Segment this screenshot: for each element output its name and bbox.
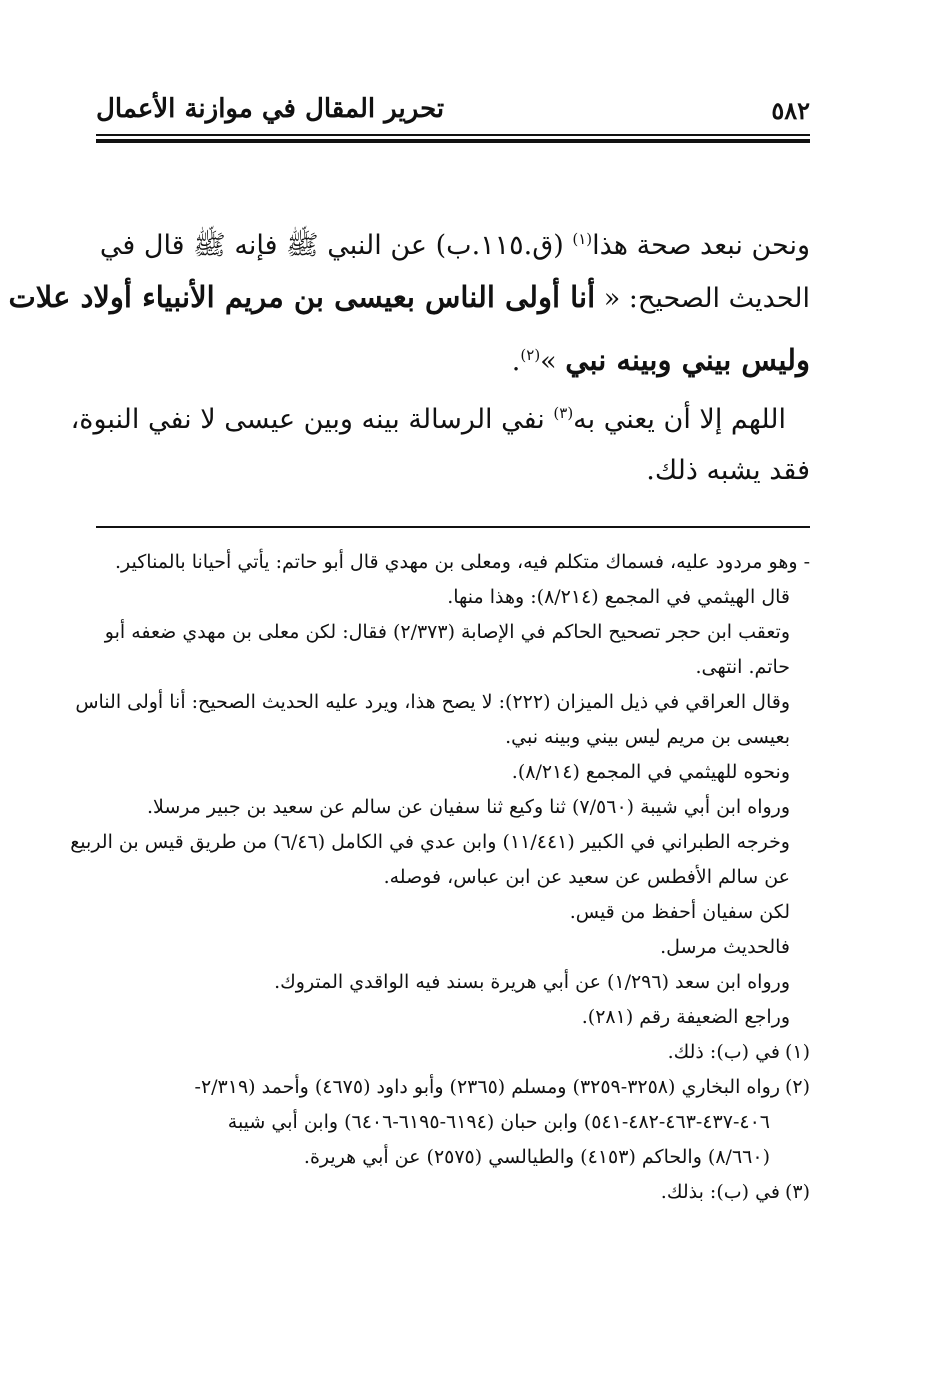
footnote-text: رواه البخاري (٣٢٥٨-٣٢٥٩) ومسلم (٢٣٦٥) وأبو داود (٤٦٧٥) وأحمد (٢/٣١٩- (194, 1076, 780, 1098)
running-title: تحرير المقال في موازنة الأعمال (96, 94, 445, 124)
note-line: ورواه ابن سعد (١/٢٩٦) عن أبي هريرة بسند فيه الواقدي المتروك. (274, 971, 790, 993)
page-header (96, 92, 810, 134)
footnote-1 (96, 1035, 810, 1070)
footnote-2-cont: (٨/٦٦٠) والحاكم (٤١٥٣) والطيالسي (٢٥٧٥) عن أبي هريرة. (303, 1146, 770, 1168)
page-number: ٥٨٢ (771, 96, 810, 125)
footnote-2-cont: ٤٠٦-٤٣٧-٤٦٣-٤٨٢-٥٤١) وابن حبان (٦١٩٤-٦١٩٥-٦٤٠٦) وابن أبي شيبة (227, 1111, 770, 1133)
note-line: قال الهيثمي في المجمع (٨/٢١٤): وهذا منها. (447, 586, 790, 608)
footnote-ref-2: (٢) (520, 346, 541, 364)
note-line: لكن سفيان أحفظ من قيس. (569, 901, 790, 923)
note-line: ورواه ابن أبي شيبة (٧/٥٦٠) ثنا وكيع ثنا سفيان عن سالم عن سعيد بن جبير مرسلا. (146, 796, 790, 818)
hadith-text: وليس بيني وبينه نبي (565, 343, 810, 377)
footnote-separator (96, 526, 810, 528)
footnote-text: في (ب): بذلك. (660, 1181, 780, 1203)
text-line (8, 268, 810, 326)
note-line: وخرجه الطبراني في الكبير (١١/٤٤١) وابن عدي في الكامل (٦/٤٦) من طريق قيس بن الربيع (70, 831, 790, 853)
note-line: فالحديث مرسل. (660, 936, 790, 958)
note-line: بعيسى بن مريم ليس بيني وبينه نبي. (505, 726, 790, 748)
footnote-ref-3: (٣) (553, 404, 574, 422)
text-line (96, 326, 810, 384)
paragraph-1 (8, 210, 810, 384)
note-line: وتعقب ابن حجر تصحيح الحاكم في الإصابة (٢/٣٧٣) فقال: لكن معلى بن مهدي ضعفه أبو (104, 621, 790, 643)
text-span: » (540, 346, 566, 377)
footnote-number: (٣) (784, 1181, 810, 1203)
text-span: اللهم إلا أن يعني به (573, 404, 786, 435)
footnote-text: في (ب): ذلك. (667, 1041, 780, 1063)
footnote-3 (96, 1175, 810, 1210)
note-line: وراجع الضعيفة رقم (٢٨١). (581, 1006, 790, 1028)
note-line: حاتم. انتهى. (695, 656, 790, 678)
note-line: - وهو مردود عليه، فسماك متكلم فيه، ومعلى بن مهدي قال أبو حاتم: يأتي أحيانا بالمناكير. (114, 551, 810, 573)
footnote-number: (٢) (784, 1076, 810, 1098)
hadith-text: أنا أولى الناس بعيسى بن مريم الأنبياء أولاد علات (8, 280, 596, 314)
text-span: (ق.١١٥.ب) عن النبي ﷺ فإنه ﷺ قال في (99, 230, 573, 261)
footnote-number: (١) (784, 1041, 810, 1063)
main-text (8, 210, 810, 500)
text-span: ونحن نبعد صحة هذا (592, 230, 810, 261)
text-line: فقد يشبه ذلك. (646, 455, 810, 486)
text-span: . (511, 346, 521, 377)
footnote-ref-1: (١) (572, 230, 593, 248)
header-rule-thin (96, 134, 810, 136)
footnotes (70, 545, 810, 1210)
note-line: عن سالم الأفطس عن سعيد عن ابن عباس، فوصله. (383, 866, 790, 888)
text-line (70, 384, 810, 442)
text-span: نفي الرسالة بينه وبين عيسى لا نفي النبوة، (70, 404, 554, 435)
text-line (96, 210, 810, 268)
text-span: الحديث الصحيح: « (595, 283, 810, 314)
header-rule-thick (96, 139, 810, 143)
footnote-2 (96, 1070, 810, 1105)
note-line: ونحوه للهيثمي في المجمع (٨/٢١٤). (511, 761, 790, 783)
note-line: وقال العراقي في ذيل الميزان (٢٢٢): لا يصح هذا، ويرد عليه الحديث الصحيح: أنا أولى الناس (75, 691, 790, 713)
paragraph-2 (70, 384, 810, 500)
